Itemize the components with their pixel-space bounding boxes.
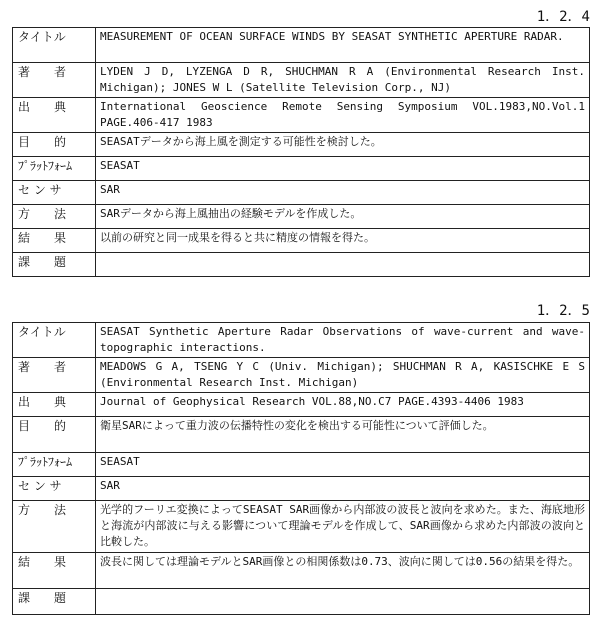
sensor-row bbox=[13, 477, 590, 501]
author-row bbox=[13, 63, 590, 98]
author-row bbox=[13, 358, 590, 393]
author-label: 著 者 bbox=[13, 63, 96, 98]
record-table bbox=[12, 322, 590, 615]
source-label: 出 典 bbox=[13, 393, 96, 417]
source-value: International Geoscience Remote Sensing Symposium VOL.1983,NO.Vol.1 PAGE.406‐417 1983 bbox=[96, 98, 590, 133]
sensor-value: SAR bbox=[96, 477, 590, 501]
sensor-row bbox=[13, 181, 590, 205]
purpose-label: 目 的 bbox=[13, 417, 96, 453]
title-row bbox=[13, 323, 590, 358]
title-row bbox=[13, 28, 590, 63]
record-number: 1．2．4 bbox=[536, 9, 590, 25]
platform-value: SEASAT bbox=[96, 157, 590, 181]
title-value: MEASUREMENT OF OCEAN SURFACE WINDS BY SEASAT SYNTHETIC APERTURE RADAR. bbox=[96, 28, 590, 63]
method-label: 方 法 bbox=[13, 501, 96, 553]
platform-value: SEASAT bbox=[96, 453, 590, 477]
author-value: LYDEN J D, LYZENGA D R, SHUCHMAN R A (Environmental Research Inst. Michigan); JONES W L (Satellite Television Corp., NJ) bbox=[96, 63, 590, 98]
result-label: 結 果 bbox=[13, 229, 96, 253]
source-row bbox=[13, 98, 590, 133]
result-label: 結 果 bbox=[13, 553, 96, 589]
method-value: 光学的フーリエ変換によってSEASAT SAR画像から内部波の波長と波向を求めた。また、海底地形と海流が内部波に与える影響について理論モデルを作成して、SAR画像から求めた内部波の波向と比較した。 bbox=[96, 501, 590, 553]
sensor-value: SAR bbox=[96, 181, 590, 205]
result-value: 以前の研究と同一成果を得ると共に精度の情報を得た。 bbox=[96, 229, 590, 253]
issue-label: 課 題 bbox=[13, 589, 96, 615]
purpose-row bbox=[13, 417, 590, 453]
sensor-label: セ ン サ bbox=[13, 477, 96, 501]
sensor-label: セ ン サ bbox=[13, 181, 96, 205]
purpose-value: 衛星SARによって重力波の伝播特性の変化を検出する可能性について評価した。 bbox=[96, 417, 590, 453]
author-value: MEADOWS G A, TSENG Y C (Univ. Michigan); SHUCHMAN R A, KASISCHKE E S (Environmental Research Inst. Michigan) bbox=[96, 358, 590, 393]
method-row bbox=[13, 205, 590, 229]
purpose-row bbox=[13, 133, 590, 157]
method-value: SARデータから海上風抽出の経験モデルを作成した。 bbox=[96, 205, 590, 229]
source-value: Journal of Geophysical Research VOL.88,NO.C7 PAGE.4393‐4406 1983 bbox=[96, 393, 590, 417]
platform-row bbox=[13, 157, 590, 181]
issue-value bbox=[96, 589, 590, 615]
purpose-value: SEASATデータから海上風を測定する可能性を検討した。 bbox=[96, 133, 590, 157]
method-label: 方 法 bbox=[13, 205, 96, 229]
issue-value bbox=[96, 253, 590, 277]
record-number: 1．2．5 bbox=[536, 303, 590, 319]
platform-row bbox=[13, 453, 590, 477]
source-row bbox=[13, 393, 590, 417]
author-label: 著 者 bbox=[13, 358, 96, 393]
title-label: タイトル bbox=[13, 28, 96, 63]
source-label: 出 典 bbox=[13, 98, 96, 133]
issue-row bbox=[13, 589, 590, 615]
method-row bbox=[13, 501, 590, 553]
issue-row bbox=[13, 253, 590, 277]
purpose-label: 目 的 bbox=[13, 133, 96, 157]
title-value: SEASAT Synthetic Aperture Radar Observations of wave‐current and wave‐topographic interactions. bbox=[96, 323, 590, 358]
title-label: タイトル bbox=[13, 323, 96, 358]
issue-label: 課 題 bbox=[13, 253, 96, 277]
record-table bbox=[12, 27, 590, 277]
result-value: 波長に関しては理論モデルとSAR画像との相関係数は0.73、波向に関しては0.56の結果を得た。 bbox=[96, 553, 590, 589]
result-row bbox=[13, 553, 590, 589]
platform-label: ﾌﾟﾗｯﾄﾌｫｰﾑ bbox=[13, 453, 96, 477]
result-row bbox=[13, 229, 590, 253]
platform-label: ﾌﾟﾗｯﾄﾌｫｰﾑ bbox=[13, 157, 96, 181]
